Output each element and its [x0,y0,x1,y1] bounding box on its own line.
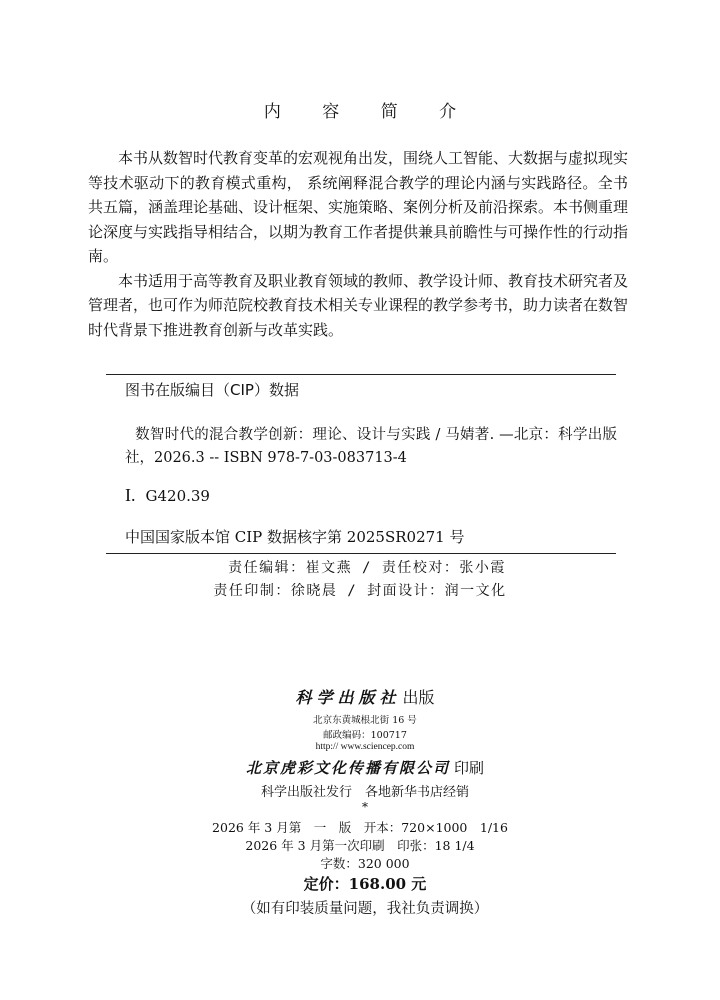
publisher-url: http:// www.sciencep.com [315,742,415,752]
summary-paragraph: 本书从数智时代教育变革的宏观视角出发，围绕人工智能、大数据与虚拟现实等技术驱动下的教育模式重构， 系统阐释混合教学的理论内涵与实践路径。全书共五篇，涵盖理论基础、设计框架、实施策略、案例分析及前沿探索。本书侧重理论深度与实践指导相结合，以期为教育工作者提供兼具前瞻性与可操作性的行动指南。 [88,149,629,265]
cip-classification [125,485,210,506]
postcode: 邮政编码：100717 [323,730,407,741]
cip-entry [125,424,617,470]
printer-suffix: 印刷 [454,759,485,777]
cip-entry-text: 数智时代的混合教学创新：理论、设计与实践 / 马婧著. —北京：科学出版社，2026.3 -- ISBN 978-7-03-083713-4 [125,427,617,466]
printing-line: 2026 年 3 月第一次印刷 印张：18 1/4 [245,838,475,853]
publisher-brand: 科学出版社 [295,688,401,707]
summary-title: 内 容 简 介 [263,102,475,122]
editor-credits: 责任编辑：崔文燕 / 责任校对：张小霞 [228,560,506,576]
cip-record-number: 中国国家版本馆 CIP 数据核字第 2025SR0271 号 [125,528,465,546]
cip-class-code: G420.39 [145,487,210,505]
edition-line: 2026 年 3 月第 一 版 开本：720×1000 1/16 [212,820,508,835]
price: 定价：168.00 元 [303,875,427,893]
publisher-line [0,685,720,708]
cip-top-divider [106,374,616,375]
publisher-suffix: 出版 [402,688,435,707]
distribution-line: 科学出版社发行 各地新华书店经销 [260,785,469,800]
cip-class-roman: I. [125,485,136,505]
summary-paragraph: 本书适用于高等教育及职业教育领域的教师、教学设计师、教育技术研究者及管理者，也可作为师范院校教育技术相关专业课程的教学参考书，助力读者在数智时代背景下推进教育创新与改革实践。 [88,271,629,339]
separator-star: * [362,800,368,814]
printer-line [0,757,720,778]
publisher-address: 北京东黄城根北街 16 号 [313,715,417,726]
production-credits: 责任印制：徐晓晨 / 封面设计：润一文化 [213,583,507,599]
quality-notice: （如有印装质量问题，我社负责调换） [241,901,489,917]
word-count: 字数：320 000 [320,856,410,871]
cip-heading: 图书在版编目（CIP）数据 [125,381,299,399]
printer-brand: 北京虎彩文化传播有限公司 [245,759,450,777]
summary-body [88,146,628,342]
cip-bottom-divider [106,553,616,554]
